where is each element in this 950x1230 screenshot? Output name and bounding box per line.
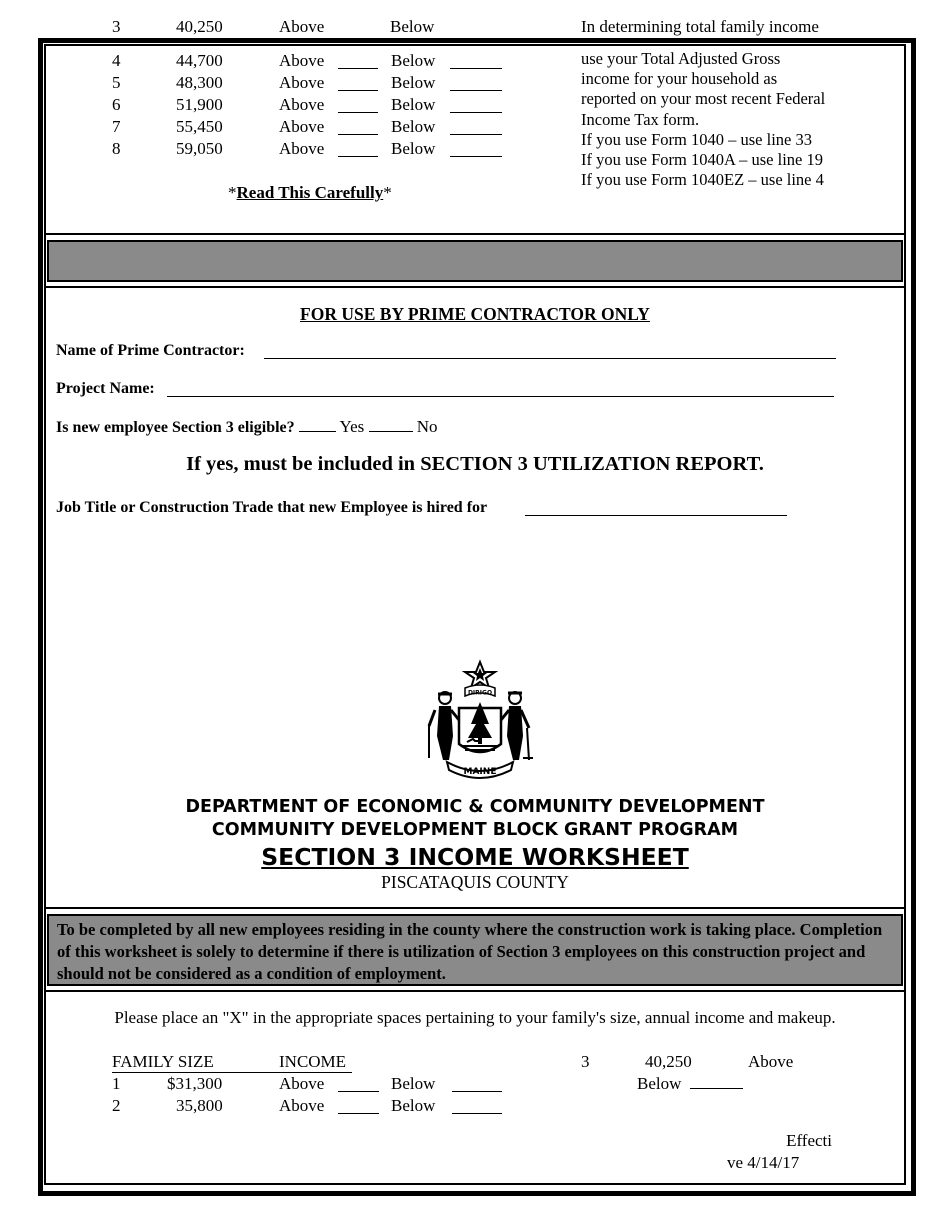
income-note-line: Income Tax form. [581,109,700,129]
no-blank[interactable] [369,416,413,432]
page-title: SECTION 3 INCOME WORKSHEET [261,843,689,871]
program-name: COMMUNITY DEVELOPMENT BLOCK GRANT PROGRAM [211,820,739,840]
effective-date-1: Effecti [786,1131,832,1150]
family-size-header: FAMILY SIZE [112,1052,214,1071]
income-note [581,49,901,190]
prime-contractor-label: Name of Prime Contractor: [56,342,245,359]
table-row: 4 44,700 Above Below [100,50,570,72]
above-blank[interactable] [338,75,378,91]
above-blank[interactable] [338,119,378,135]
family-size-3-below: Below [637,1073,743,1095]
below-blank[interactable] [452,1098,502,1114]
income-note-line-0: In determining total family income [581,17,819,36]
above-blank[interactable] [338,141,378,157]
seal-banner-text: DIRIGO [467,689,493,697]
partial-below: Below [390,17,435,36]
gray-band [47,240,903,282]
instructions-box: To be completed by all new employees residing in the county where the construction work is taking place. Completion of this worksheet is solely to determine if there is utilization of Section 3 employees on this construction project and should not be considered as a condition of employment. [47,914,903,986]
income-note-line: use your Total Adjusted Gross [581,49,781,68]
contractor-heading: FOR USE BY PRIME CONTRACTOR ONLY [300,304,650,324]
above-blank[interactable] [338,1076,379,1092]
income-header: INCOME [279,1052,347,1071]
department-name: DEPARTMENT OF ECONOMIC & COMMUNITY DEVELOPMENT [185,797,765,817]
below-blank[interactable] [452,1076,502,1092]
below-blank[interactable] [450,97,502,113]
above-blank[interactable] [338,1098,379,1114]
table-row: 7 55,450 Above Below [100,116,570,138]
divider [44,907,906,909]
family-income-header [112,1051,352,1073]
family-size-3-row: 3 40,250 Above [581,1052,794,1071]
table-row: 2 35,800 Above Below [100,1095,570,1117]
top-income-table [100,50,570,160]
above-blank[interactable] [338,53,378,69]
seal-ribbon-text: MAINE [463,767,497,777]
below-blank[interactable] [450,141,502,157]
income-note-line: If you use Form 1040 – use line 33 [581,129,812,149]
read-carefully: *Read This Carefully* [228,183,392,202]
table-row: 1 $31,300 Above Below [100,1073,570,1095]
table-row: 8 59,050 Above Below [100,138,570,160]
above-blank[interactable] [338,97,378,113]
project-name-field[interactable] [167,380,834,397]
table-row: 6 51,900 Above Below [100,94,570,116]
divider [44,233,906,235]
table-row: 5 48,300 Above Below [100,72,570,94]
partial-above: Above [279,17,325,36]
project-name-label: Project Name: [56,380,155,397]
eligibility-question: Is new employee Section 3 eligible? Yes No [56,417,438,436]
cut-off-row [100,17,580,38]
instructions-prompt: Please place an "X" in the appropriate spaces pertaining to your family's size, annual income and makeup. [114,1008,836,1027]
below-blank[interactable] [450,53,502,69]
below-blank[interactable] [450,119,502,135]
job-title-label: Job Title or Construction Trade that new Employee is hired for [56,499,488,516]
below-blank[interactable] [690,1073,743,1089]
income-note-line: If you use Form 1040A – use line 19 [581,150,823,170]
maine-seal-icon [425,658,535,780]
job-title-field[interactable] [525,499,787,516]
county-name: PISCATAQUIS COUNTY [381,872,569,892]
bottom-income-table [100,1073,570,1117]
cut-off-note [580,17,900,38]
income-note-line: If you use Form 1040EZ – use line 4 [581,170,824,190]
yes-blank[interactable] [299,416,336,432]
prime-contractor-field[interactable] [264,342,836,359]
divider [44,286,906,288]
income-note-line: reported on your most recent Federal [581,89,826,109]
income-note-line: income for your household as [581,69,778,89]
below-blank[interactable] [450,75,502,91]
divider [44,990,906,992]
effective-date-2: ve 4/14/17 [727,1153,800,1172]
partial-income: 40,250 [176,17,223,36]
utilization-notice: If yes, must be included in SECTION 3 UTILIZATION REPORT. [186,453,764,475]
partial-size: 3 [112,17,121,36]
